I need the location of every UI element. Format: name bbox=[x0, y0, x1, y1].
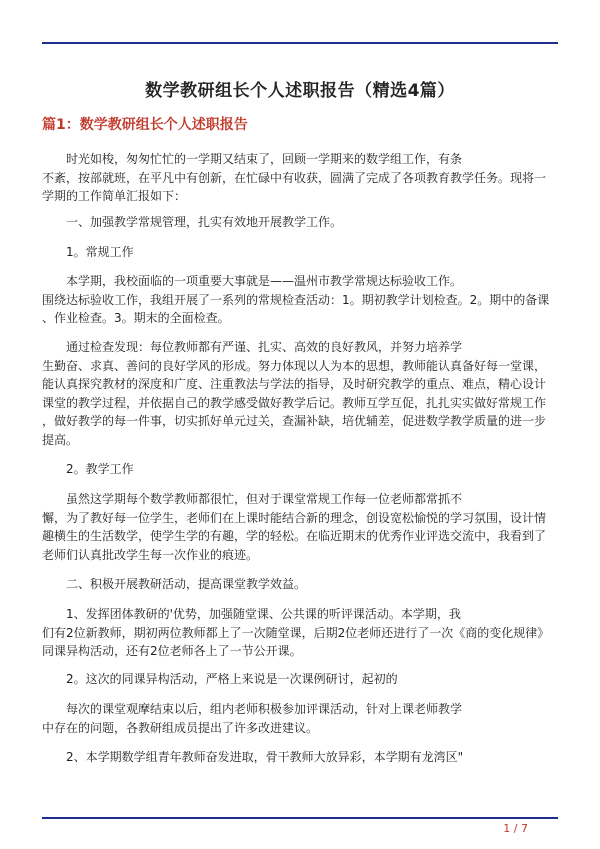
text-line: 2。教学工作 bbox=[66, 462, 134, 476]
text-line: 提高。 bbox=[42, 432, 79, 447]
text-line: 虽然这学期每个数学教师都很忙，但对于课堂常规工作每一位老师都常抓不 bbox=[66, 492, 463, 506]
text-line: 围绕达标验收工作，我组开展了一系列的常规检查活动：1。期初教学计划检查。2。期中的备课 bbox=[42, 292, 550, 307]
text-line: 们有2位新教师，期初两位教师都上了一次随堂课，后期2位老师还进行了一次《商的变化规律》 bbox=[42, 625, 550, 640]
paragraph-findings bbox=[42, 338, 558, 449]
text-line: 、作业检查。3。期末的全面检查。 bbox=[42, 311, 230, 325]
paragraph-research bbox=[42, 605, 558, 661]
paragraph-inspection bbox=[42, 272, 558, 328]
text-line: 能认真探究教材的深度和广度、注重教法与学法的指导，及时研究教学的重点、难点，精心设计 bbox=[42, 377, 547, 391]
paragraph-teaching bbox=[42, 490, 558, 564]
text-line: 每次的课堂观摩结束以后，组内老师积极参加评课活动，针对上课老师教学 bbox=[66, 702, 463, 716]
text-line: 1、发挥团体教研的'优势，加强随堂课、公共课的听评课活动。本学期，我 bbox=[66, 607, 461, 621]
text-line: 同课异构活动，还有2位老师各上了一节公开课。 bbox=[42, 644, 302, 658]
text-line: 时光如梭，匆匆忙忙的一学期又结束了，回顾一学期来的数学组工作，有条 bbox=[66, 152, 463, 166]
text-line: 学期的工作简单汇报如下： bbox=[42, 189, 187, 203]
header-rule bbox=[42, 42, 558, 44]
text-line: 老师们认真批改学生每一次作业的痕迹。 bbox=[42, 547, 259, 562]
paragraph-observation bbox=[42, 700, 558, 737]
text-line: 1。常规工作 bbox=[66, 245, 134, 259]
text-line: ，做好教学的每一件事，切实抓好单元过关，查漏补缺，培优辅差，促进数学教学质量的进一步 bbox=[42, 414, 547, 428]
subheading-teaching bbox=[42, 460, 558, 479]
text-line: 一、加强教学常规管理，扎实有效地开展教学工作。 bbox=[66, 215, 343, 229]
footer-rule bbox=[42, 817, 558, 819]
subheading-routine bbox=[42, 243, 558, 262]
paragraph-intro bbox=[42, 150, 558, 206]
text-line: 本学期，我校面临的一项重要大事就是——温州市教学常规达标验收工作。 bbox=[66, 274, 463, 288]
text-line: 二、积极开展教研活动，提高课堂教学效益。 bbox=[66, 577, 307, 591]
page-indicator: 1 / 7 bbox=[503, 822, 528, 835]
paragraph-same-lesson bbox=[42, 670, 558, 689]
text-line: 懈，为了教好每一位学生，老师们在上课时能结合新的理念，创设宽松愉悦的学习氛围，设计情 bbox=[42, 510, 547, 525]
text-line: 2、本学期数学组青年教师奋发进取，骨干教师大放异彩，本学期有龙湾区" bbox=[66, 750, 464, 764]
text-line: 课堂的教学过程，并依据自己的教学感受做好教学后记。教师互学互促，扎扎实实做好常规工作 bbox=[42, 395, 547, 410]
text-line: 不紊，按部就班，在平凡中有创新，在忙碌中有收获，圆满了完成了各项教育教学任务。现将一 bbox=[42, 170, 547, 185]
document-title: 数学教研组长个人述职报告（精选4篇） bbox=[145, 81, 455, 101]
text-line: 通过检查发现：每位教师都有严谨、扎实、高效的良好教风，并努力培养学 bbox=[66, 340, 463, 354]
text-line: 中存在的问题，各教研组成员提出了许多改进建议。 bbox=[42, 720, 319, 735]
text-line: 生勤奋、求真、善问的良好学风的形成。努力体现以人为本的思想，教师能认真备好每一堂课， bbox=[42, 358, 547, 373]
heading-two bbox=[42, 575, 558, 594]
heading-one bbox=[42, 213, 558, 232]
text-line: 2。这次的同课异构活动，严格上来说是一次课例研讨，起初的 bbox=[66, 672, 398, 686]
paragraph-youth-teachers bbox=[42, 748, 558, 767]
text-line: 趣横生的生活数学，使学生学的有趣，学的轻松。在临近期末的优秀作业评选交流中，我看到了 bbox=[42, 529, 547, 543]
section-title: 篇1：数学教研组长个人述职报告 bbox=[42, 117, 248, 133]
